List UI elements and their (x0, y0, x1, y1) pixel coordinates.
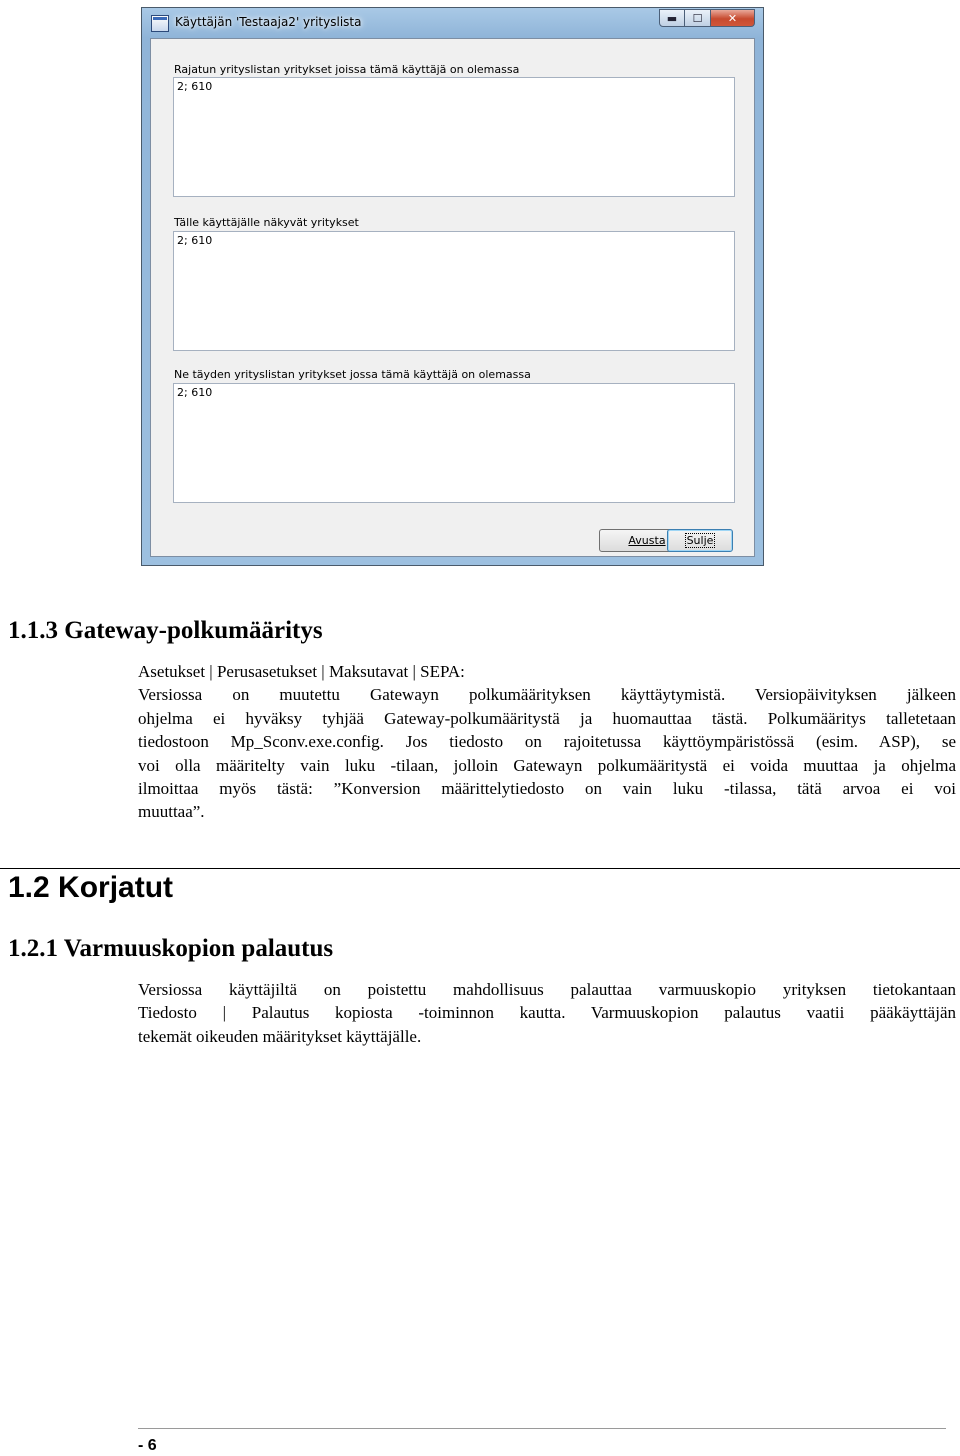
maximize-icon[interactable]: ☐ (685, 9, 711, 27)
text-line: tiedostoon Mp_Sconv.exe.config. Jos tiedosto on rajoitetussa käyttöympäristössä (esim. ASP), se (138, 732, 956, 752)
visible-companies-box[interactable] (173, 231, 735, 351)
list-item[interactable]: 2; 610 (177, 80, 213, 93)
text-line: Asetukset | Perusasetukset | Maksutavat | SEPA: (138, 662, 465, 681)
text-line: tekemät oikeuden määritykset käyttäjälle. (138, 1026, 422, 1046)
list-item[interactable]: 2; 610 (177, 234, 213, 247)
title-bar[interactable] (142, 8, 763, 38)
section-113-body (138, 660, 956, 824)
window-controls (659, 9, 755, 28)
text-line: ohjelma ei hyväksy tyhjää Gateway-polkumääritystä ja huomauttaa tästä. Polkumääritys talletetaan (138, 708, 956, 728)
full-list-box[interactable] (173, 383, 735, 503)
restricted-list-label: Rajatun yrityslistan yritykset joissa tämä käyttäjä on olemassa (174, 63, 520, 76)
section-121-heading: 1.2.1 Varmuuskopion palautus (8, 935, 334, 962)
user-company-list-window (141, 7, 764, 566)
section-121-body (138, 978, 956, 1048)
text-line: Versiossa on muutettu Gatewayn polkumäärityksen käyttäytymistä. Versiopäivityksen jälkeen (138, 685, 956, 705)
window-title: Käyttäjän 'Testaaja2' yrityslista (175, 15, 362, 29)
window-client-area (150, 38, 755, 557)
close-icon[interactable]: ✕ (711, 9, 755, 27)
close-button-label: Sulje (686, 534, 714, 547)
text-line: voi olla määritelty vain luku -tilaan, jolloin Gatewayn polkumääritystä ei voida muuttaa ja ohjelma (138, 755, 956, 775)
window-app-icon (151, 15, 169, 32)
section-12-heading: 1.2 Korjatut (8, 871, 174, 904)
text-line: ilmoittaa myös tästä: ”Konversion määrittelytiedosto on vain luku -tilassa, tätä arvoa ei voi (138, 779, 956, 799)
section-divider (0, 868, 960, 869)
close-button[interactable] (667, 529, 733, 552)
text-line: Versiossa käyttäjiltä on poistettu mahdollisuus palauttaa varmuuskopio yrityksen tietokantaan (138, 980, 956, 999)
section-113-heading: 1.1.3 Gateway-polkumääritys (8, 617, 323, 644)
footer-rule (138, 1428, 946, 1429)
text-line: muuttaa”. (138, 802, 205, 822)
full-list-label: Ne täyden yrityslistan yritykset jossa tämä käyttäjä on olemassa (174, 368, 531, 381)
text-line: Tiedosto | Palautus kopiosta -toiminnon kautta. Varmuuskopion palautus vaatii pääkäyttäjän (138, 1003, 956, 1023)
visible-companies-label: Tälle käyttäjälle näkyvät yritykset (174, 216, 359, 229)
restricted-list-box[interactable] (173, 77, 735, 197)
page-number: - 6 (138, 1437, 157, 1454)
list-item[interactable]: 2; 610 (177, 386, 213, 399)
minimize-icon[interactable]: ▬ (659, 9, 685, 27)
help-button-label: Avusta (628, 534, 666, 547)
